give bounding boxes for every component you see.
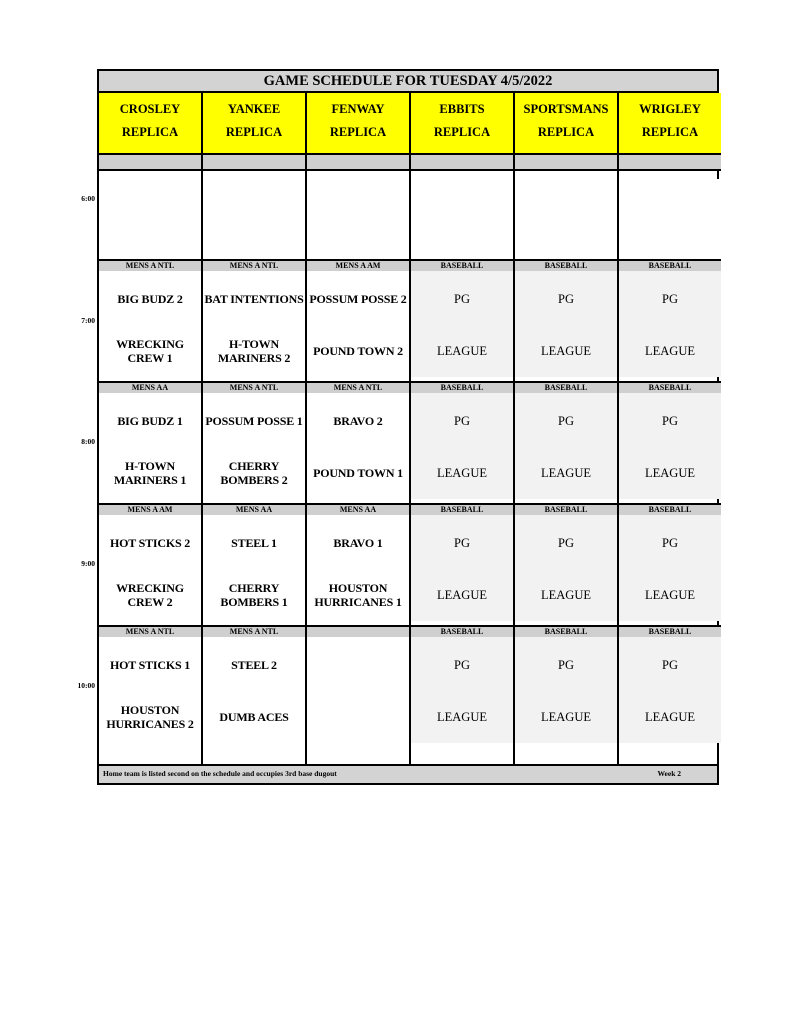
game-cell [619, 271, 721, 377]
visitor-team: HOT STICKS 1 [109, 658, 191, 672]
visitor-team: PG [454, 292, 470, 306]
game-cell [411, 637, 513, 743]
home-team: LEAGUE [437, 588, 487, 602]
home-team: H-TOWN MARINERS 1 [113, 459, 187, 487]
game-cell [203, 515, 305, 621]
field-sub: REPLICA [225, 125, 283, 139]
game-cell [411, 271, 513, 377]
division-label: MENS A AM [307, 259, 409, 273]
time-label: 8:00 [81, 437, 95, 446]
field-header [515, 93, 617, 155]
visitor-team: PG [558, 536, 574, 550]
division-label: MENS A NTL [203, 625, 305, 639]
division-label: BASEBALL [515, 503, 617, 517]
game-cell [515, 515, 617, 621]
visitor-team: POSSUM POSSE 2 [309, 292, 407, 306]
schedule-footer [99, 764, 717, 783]
home-team: CHERRY BOMBERS 1 [220, 581, 288, 609]
game-cell [203, 393, 305, 499]
division-label: BASEBALL [411, 503, 513, 517]
band-rule [411, 169, 513, 171]
division-label: MENS A NTL [203, 259, 305, 273]
field-sub: REPLICA [641, 125, 699, 139]
field-header [411, 93, 513, 155]
time-label: 7:00 [81, 316, 95, 325]
game-cell [307, 515, 409, 621]
home-team: POUND TOWN 2 [313, 344, 403, 358]
home-team: LEAGUE [437, 710, 487, 724]
band-rule [203, 169, 305, 171]
field-column-ebbits [411, 93, 515, 783]
home-team: WRECKING CREW 1 [116, 337, 184, 365]
field-name: YANKEE [227, 102, 281, 116]
field-column-fenway [307, 93, 411, 783]
game-cell [203, 637, 305, 743]
game-cell [619, 637, 721, 743]
home-team: LEAGUE [437, 344, 487, 358]
game-cell [307, 637, 409, 743]
field-name: SPORTSMANS [523, 102, 609, 116]
division-label: BASEBALL [619, 381, 721, 395]
visitor-team: PG [662, 292, 678, 306]
division-label: BASEBALL [619, 259, 721, 273]
field-column-yankee [203, 93, 307, 783]
visitor-team: STEEL 2 [231, 658, 277, 672]
visitor-team: HOT STICKS 2 [109, 536, 191, 550]
game-cell [619, 393, 721, 499]
band-rule [307, 169, 409, 171]
home-team: LEAGUE [645, 710, 695, 724]
field-header [203, 93, 305, 155]
visitor-team: BIG BUDZ 1 [117, 414, 183, 428]
visitor-team: PG [558, 658, 574, 672]
band-rule [99, 169, 201, 171]
visitor-team: BRAVO 2 [333, 414, 383, 428]
home-team: LEAGUE [541, 710, 591, 724]
schedule-table [97, 69, 719, 785]
division-label: MENS AA [99, 381, 201, 395]
band-rule [619, 169, 721, 171]
game-cell [411, 393, 513, 499]
home-team: WRECKING CREW 2 [116, 581, 184, 609]
time-label: 9:00 [81, 559, 95, 568]
division-label: BASEBALL [411, 381, 513, 395]
field-column-wrigley [619, 93, 721, 783]
visitor-team: PG [454, 414, 470, 428]
home-team: DUMB ACES [219, 710, 289, 724]
field-name: EBBITS [439, 102, 485, 116]
home-team: LEAGUE [645, 588, 695, 602]
game-cell [99, 637, 201, 743]
game-cell [99, 515, 201, 621]
game-cell [515, 271, 617, 377]
home-team [307, 699, 409, 735]
week-label: Week 2 [657, 769, 681, 778]
division-label: MENS A NTL [307, 381, 409, 395]
time-label: 10:00 [77, 681, 95, 690]
visitor-team: PG [662, 414, 678, 428]
game-cell [411, 515, 513, 621]
visitor-team: PG [454, 536, 470, 550]
field-header [99, 93, 201, 155]
field-name: WRIGLEY [639, 102, 701, 116]
field-name: FENWAY [331, 102, 385, 116]
home-team: HOUSTON HURRICANES 1 [314, 581, 402, 609]
field-sub: REPLICA [433, 125, 491, 139]
field-name: CROSLEY [119, 102, 181, 116]
visitor-team: POSSUM POSSE 1 [205, 414, 303, 428]
time-label: 6:00 [81, 194, 95, 203]
game-cell [99, 393, 201, 499]
field-column-crosley [99, 93, 203, 783]
home-team: LEAGUE [541, 344, 591, 358]
division-label: BASEBALL [619, 503, 721, 517]
division-label: MENS A AM [99, 503, 201, 517]
home-team: LEAGUE [541, 588, 591, 602]
game-cell [99, 271, 201, 377]
game-cell [515, 393, 617, 499]
visitor-team [307, 647, 409, 683]
visitor-team: BRAVO 1 [333, 536, 383, 550]
home-team: POUND TOWN 1 [313, 466, 403, 480]
field-header [307, 93, 409, 155]
home-team: H-TOWN MARINERS 2 [217, 337, 291, 365]
home-team: LEAGUE [541, 466, 591, 480]
home-team: LEAGUE [645, 344, 695, 358]
home-team: HOUSTON HURRICANES 2 [106, 703, 194, 731]
visitor-team: BAT INTENTIONS [204, 292, 304, 306]
visitor-team: PG [558, 292, 574, 306]
division-label: BASEBALL [515, 381, 617, 395]
division-label: MENS A NTL [203, 381, 305, 395]
division-label: MENS A NTL [99, 259, 201, 273]
field-sub: REPLICA [121, 125, 179, 139]
division-label: MENS AA [307, 503, 409, 517]
field-sub: REPLICA [537, 125, 595, 139]
home-team: LEAGUE [437, 466, 487, 480]
visitor-team: PG [558, 414, 574, 428]
game-cell [203, 271, 305, 377]
division-label: MENS AA [203, 503, 305, 517]
field-column-sportsmans [515, 93, 619, 783]
visitor-team: PG [454, 658, 470, 672]
visitor-team: PG [662, 658, 678, 672]
division-label: BASEBALL [619, 625, 721, 639]
division-label: MENS A NTL [99, 625, 201, 639]
visitor-team: STEEL 1 [231, 536, 277, 550]
field-header [619, 93, 721, 155]
game-cell [307, 393, 409, 499]
home-team: LEAGUE [645, 466, 695, 480]
home-team-note: Home team is listed second on the schedule and occupies 3rd base dugout [103, 769, 337, 778]
visitor-team: PG [662, 536, 678, 550]
division-label: BASEBALL [411, 625, 513, 639]
home-team: CHERRY BOMBERS 2 [220, 459, 288, 487]
game-cell [307, 271, 409, 377]
game-cell [619, 515, 721, 621]
division-label: BASEBALL [515, 259, 617, 273]
band-rule [515, 169, 617, 171]
schedule-title: GAME SCHEDULE FOR TUESDAY 4/5/2022 [99, 71, 717, 93]
game-cell [515, 637, 617, 743]
division-label: BASEBALL [411, 259, 513, 273]
visitor-team: BIG BUDZ 2 [117, 292, 183, 306]
division-label: BASEBALL [515, 625, 617, 639]
field-sub: REPLICA [329, 125, 387, 139]
